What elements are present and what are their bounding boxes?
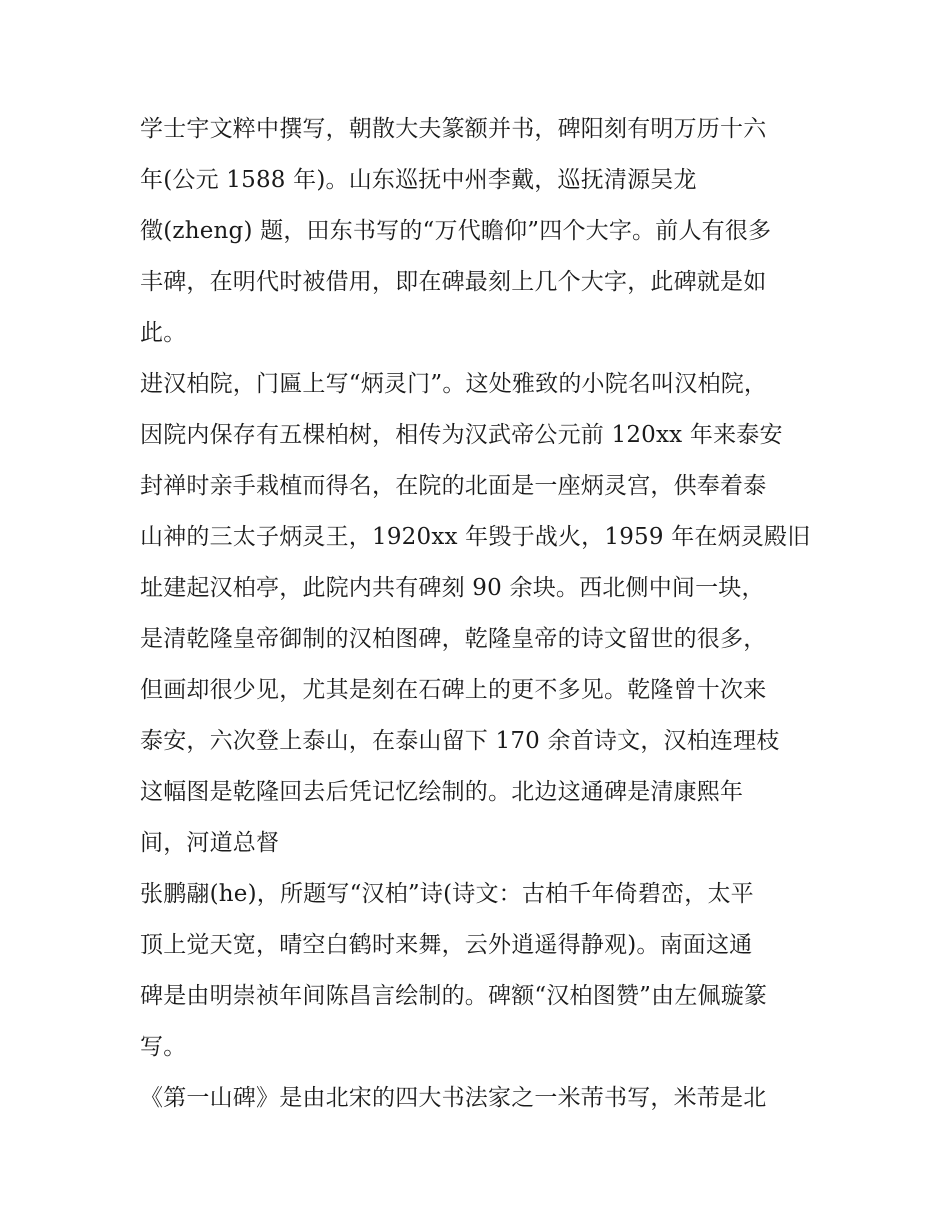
text-line-6: 进汉柏院，门匾上写“炳灵门”。这处雅致的小院名叫汉柏院， xyxy=(140,371,768,397)
text-line-14: 这幅图是乾隆回去后凭记忆绘制的。北边这通碑是清康熙年 xyxy=(140,779,744,805)
text-line-17: 顶上觉天宽，晴空白鹤时来舞，云外逍遥得静观)。南面这通 xyxy=(140,932,753,958)
text-line-8: 封禅时亲手栽植而得名，在院的北面是一座炳灵宫，供奉着泰 xyxy=(140,473,767,499)
text-line-10: 址建起汉柏亭，此院内共有碑刻 90 余块。西北侧中间一块， xyxy=(140,575,765,601)
text-line-16: 张鹏翮(he)，所题写“汉柏”诗(诗文：古柏千年倚碧峦，太平 xyxy=(140,881,754,907)
text-line-7: 因院内保存有五棵柏树，相传为汉武帝公元前 120xx 年来泰安 xyxy=(140,422,783,448)
body-text xyxy=(140,104,830,1124)
text-line-4: 丰碑，在明代时被借用，即在碑最刻上几个大字，此碑就是如 xyxy=(140,269,767,295)
text-line-9: 山神的三太子炳灵王，1920xx 年毁于战火，1959 年在炳灵殿旧 xyxy=(140,524,811,550)
text-line-15: 间，河道总督 xyxy=(140,830,280,856)
text-line-11: 是清乾隆皇帝御制的汉柏图碑，乾隆皇帝的诗文留世的很多， xyxy=(140,626,767,652)
text-line-2: 年(公元 1588 年)。山东巡抚中州李戴，巡抚清源吴龙 xyxy=(140,167,697,193)
text-line-3: 徵(zheng) 题，田东书写的“万代瞻仰”四个大字。前人有很多 xyxy=(140,218,772,244)
text-line-19: 写。 xyxy=(140,1034,187,1060)
text-line-20: 《第一山碑》是由北宋的四大书法家之一米芾书写，米芾是北 xyxy=(140,1085,767,1111)
text-line-12: 但画却很少见，尤其是刻在石碑上的更不多见。乾隆曾十次来 xyxy=(140,677,767,703)
text-line-5: 此。 xyxy=(140,320,187,346)
text-line-13: 泰安，六次登上泰山，在泰山留下 170 余首诗文，汉柏连理枝 xyxy=(140,728,780,754)
text-line-18: 碑是由明崇祯年间陈昌言绘制的。碑额“汉柏图赞”由左佩璇篆 xyxy=(140,983,768,1009)
text-line-1: 学士宇文粹中撰写，朝散大夫篆额并书，碑阳刻有明万历十六 xyxy=(140,116,767,142)
